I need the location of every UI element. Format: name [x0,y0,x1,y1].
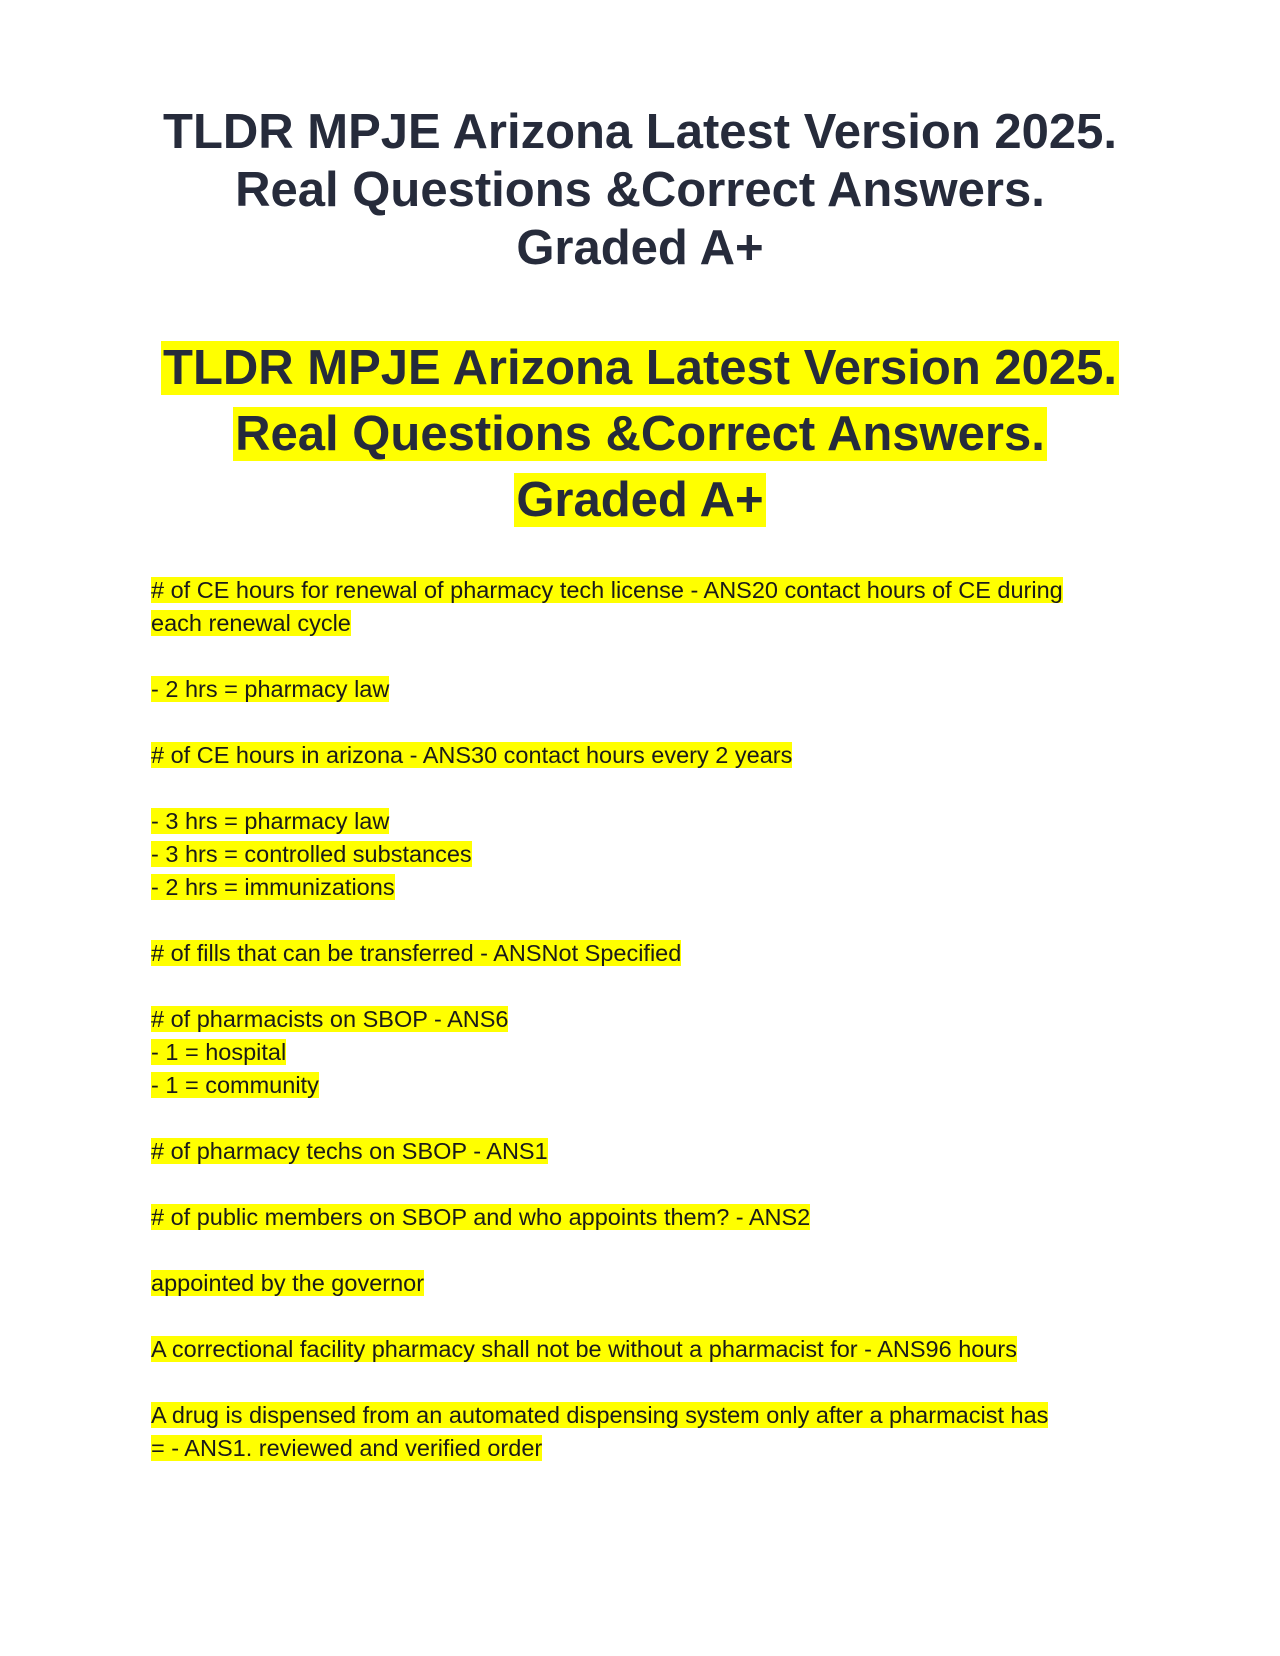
qa-list [151,574,1136,1498]
qa-text: # of CE hours in arizona - ANS30 contact hours every 2 years [151,742,793,768]
title-line-3: Graded A+ [516,221,764,275]
qa-item [151,574,1136,640]
qa-item [151,1267,1136,1300]
qa-item [151,1333,1136,1366]
qa-text: # of public members on SBOP and who appoints them? - ANS2 [151,1204,811,1230]
qa-item [151,1201,1136,1234]
qa-text: - 1 = community [151,1072,319,1098]
qa-text: A correctional facility pharmacy shall not be without a pharmacist for - ANS96 hours [151,1336,1017,1362]
title-line-2: Real Questions &Correct Answers. [235,163,1045,217]
qa-text: # of CE hours for renewal of pharmacy tech license - ANS20 contact hours of CE during [151,577,1063,603]
highlighted-title-line-3: Graded A+ [516,473,764,527]
qa-text: - 2 hrs = pharmacy law [151,676,390,702]
qa-text: - 3 hrs = controlled substances [151,841,472,867]
qa-text: # of fills that can be transferred - ANSNot Specified [151,940,682,966]
qa-item [151,1399,1136,1465]
qa-text: - 2 hrs = immunizations [151,874,395,900]
highlighted-title-line-1: TLDR MPJE Arizona Latest Version 2025. [163,341,1117,395]
document-title [120,103,1160,277]
qa-text: - 3 hrs = pharmacy law [151,808,390,834]
qa-text: appointed by the governor [151,1270,425,1296]
highlighted-title [120,335,1160,533]
qa-item [151,805,1136,904]
qa-text: - 1 = hospital [151,1039,287,1065]
qa-item [151,1003,1136,1102]
qa-text: # of pharmacy techs on SBOP - ANS1 [151,1138,548,1164]
qa-item [151,739,1136,772]
qa-text: # of pharmacists on SBOP - ANS6 [151,1006,509,1032]
qa-item [151,673,1136,706]
qa-item [151,937,1136,970]
title-line-1: TLDR MPJE Arizona Latest Version 2025. [163,105,1117,159]
qa-text: = - ANS1. reviewed and verified order [151,1435,543,1461]
qa-text: A drug is dispensed from an automated dispensing system only after a pharmacist has [151,1402,1049,1428]
highlighted-title-line-2: Real Questions &Correct Answers. [235,407,1045,461]
qa-item [151,1135,1136,1168]
qa-text: each renewal cycle [151,610,351,636]
